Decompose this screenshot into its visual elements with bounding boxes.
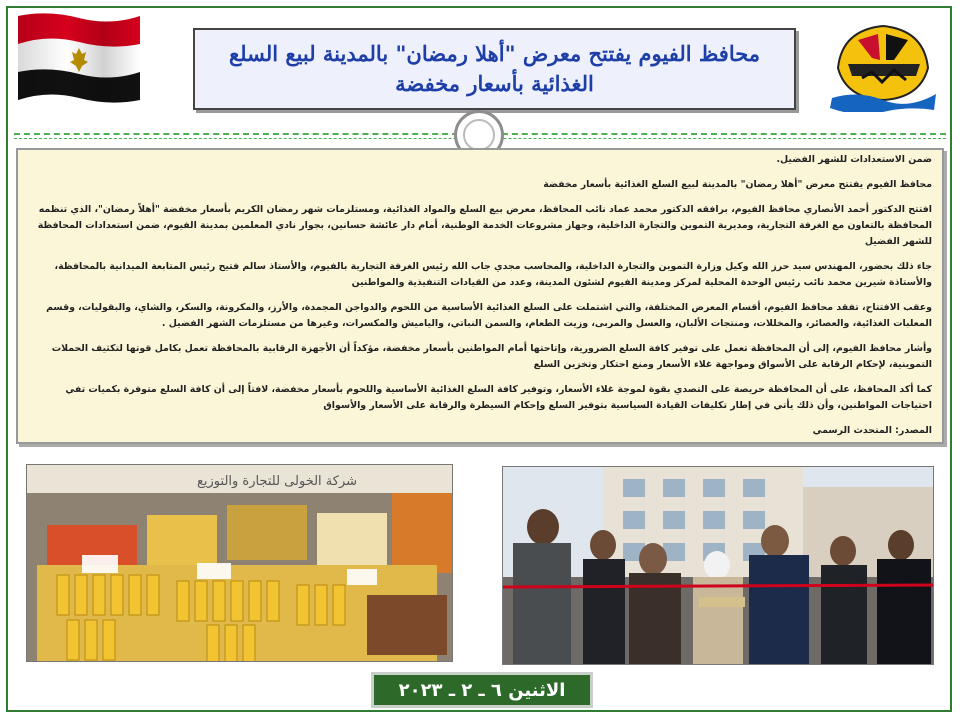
article-paragraph: وعقب الافتتاح، تفقد محافظ الفيوم، أقسام المعرض المختلفة، والتي اشتملت على السلع الغذائية الأساسية من اللحوم والدواجن المجمدة، والأرز، والمكرونة، والسكر، والشاي، والبقوليات، وقسم المعلبات الغذائية، والعصائر، والمخللات، ومنتجات الألبان، والعسل والمربى، وزيت الطعام، والسمن النباتي، والياميش والمكسرات، وغيرها من مستلزمات الشهر الفضيل . — [46, 302, 932, 329]
article-body — [16, 148, 944, 444]
article-paragraph: كما أكد المحافظ، على أن المحافظة حريصة على التصدي بقوة لموجة غلاء الأسعار، وتوفير كافة السلع الغذائية الأساسية واللحوم بأسعار مخفضة، لافتاً إلى أن كافة السلع متوفرة بكميات تفي احتياجات المواطنين، وأن ذلك يأتي في إطار تكليفات القيادة السياسية بتوفير السلع وإحكام السيطرة والرقابة على الأسعار والأسواق — [65, 384, 932, 411]
fayoum-governorate-logo-icon — [828, 20, 938, 112]
headline-title: محافظ الفيوم يفتتح معرض "أهلا رمضان" بالمدينة لبيع السلع الغذائية بأسعار مخفضة — [228, 41, 761, 96]
date-text: الاثنين ٦ ـ ٢ ـ ٢٠٢٣ — [398, 679, 566, 701]
opening-ceremony-photo — [502, 466, 934, 665]
article-source: المصدر: المتحدث الرسمي — [812, 425, 932, 436]
article-paragraph: ضمن الاستعدادات للشهر الفضيل. — [776, 154, 932, 165]
goods-shelves-image — [27, 465, 453, 662]
article-paragraph: محافظ الفيوم يفتتح معرض "أهلا رمضان" بالمدينة لبيع السلع الغذائية بأسعار مخفضة — [543, 179, 932, 190]
shop-sign-text: شركة الخولى للتجارة والتوزيع — [196, 474, 358, 489]
headline-box — [193, 28, 796, 110]
ribbon-cutting-image — [503, 467, 934, 665]
exhibition-goods-photo — [26, 464, 453, 662]
article-paragraph: افتتح الدكتور أحمد الأنصاري محافظ الفيوم، برافقه الدكتور محمد عماد نائب المحافظ، معرض بيع السلع والمواد الغذائية، ومستلزمات شهر رمضان الكريم بأسعار مخفضة "أهلاً رمضان"، الذي تنظمه المحافظة بالتعاون مع الغرفة التجارية، ومديرية التموين والتجارة الداخلية، وجهاز مشروعات الخدمة الوطنية، أمام دار عائشة حسانين، بجوار نادي المعلمين بمدينة الفيوم، ضمن استعدادات المحافظة للشهر الفضيل — [37, 204, 932, 247]
egypt-flag-icon — [16, 10, 142, 106]
article-paragraph: جاء ذلك بحضور، المهندس سيد حرز الله وكيل وزارة التموين والتجارة الداخلية، والمحاسب مجدي جاب الله رئيس الغرفة التجارية بالفيوم، والأستاذ سالم فتيح رئيس المتابعة الميدانية بالمحافظة، والأستاذة شيرين محمد نائب رئيس الوحدة المحلية لمركز ومدينة الفيوم لشئون المدينة، وعدد من القيادات التنفيذية والمواطنين — [54, 261, 932, 288]
date-badge — [371, 672, 593, 708]
article-paragraph: وأشار محافظ الفيوم، إلى أن المحافظة تعمل على توفير كافة السلع الضرورية، وإتاحتها أمام المواطنين بأسعار مخفضة، مؤكداً أن الأجهزة الرقابية بالمحافظة تعمل بكامل قوتها لتكثيف الحملات التموينية، لإحكام الرقابة على الأسواق ومواجهة غلاء الأسعار ومنع احتكار وتخزين السلع — [51, 343, 932, 370]
